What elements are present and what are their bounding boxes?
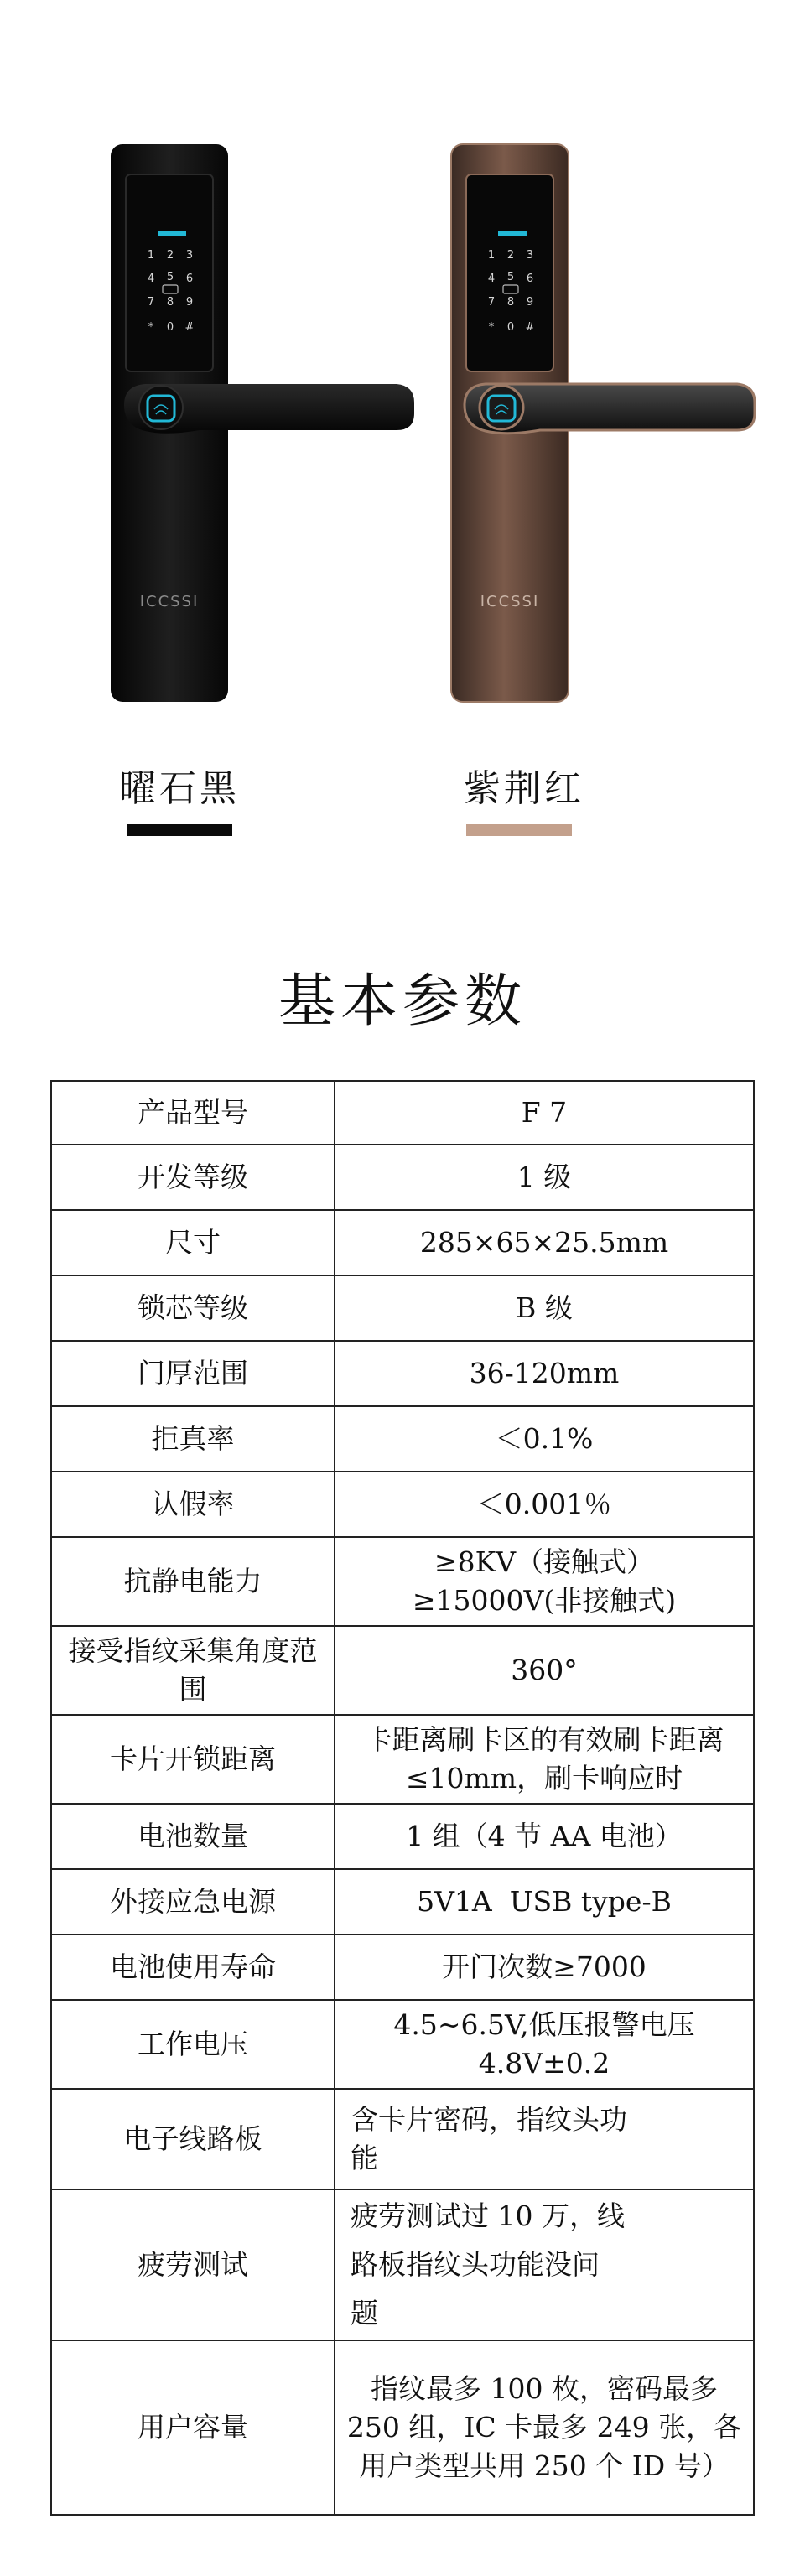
spec-label: 外接应急电源 (51, 1869, 335, 1935)
brand-logo: ICCSSI (480, 593, 540, 610)
table-row (51, 1210, 754, 1275)
keypad-accent-bar (498, 231, 527, 236)
spec-value: B 级 (335, 1275, 754, 1341)
table-row (51, 1715, 754, 1804)
key-8[interactable]: 8 (506, 296, 515, 309)
variant-name-red: 紫荆红 (464, 767, 584, 810)
spec-label: 疲劳测试 (51, 2189, 335, 2340)
lock-bronze-illustration (448, 141, 758, 711)
table-row (51, 1406, 754, 1472)
table-row (51, 1935, 754, 2000)
spec-label: 抗静电能力 (51, 1537, 335, 1626)
key-hash[interactable]: # (184, 321, 195, 334)
table-row (51, 1341, 754, 1406)
spec-value: 285×65×25.5mm (335, 1210, 754, 1275)
key-star[interactable]: * (488, 321, 495, 334)
spec-label: 认假率 (51, 1472, 335, 1537)
spec-value: 含卡片密码，指纹头功 能 (335, 2089, 754, 2189)
spec-label: 电池使用寿命 (51, 1935, 335, 2000)
spec-value: 1 级 (335, 1145, 754, 1210)
spec-label: 电子线路板 (51, 2089, 335, 2189)
key-7[interactable]: 7 (487, 296, 496, 309)
key-hash[interactable]: # (525, 321, 535, 334)
key-3[interactable]: 3 (185, 249, 194, 262)
key-7[interactable]: 7 (147, 296, 155, 309)
spec-value: 1 组（4 节 AA 电池） (335, 1804, 754, 1869)
key-0[interactable]: 0 (506, 321, 515, 334)
spec-label: 开发等级 (51, 1145, 335, 1210)
spec-value: ＜0.001％ (335, 1472, 754, 1537)
key-2[interactable]: 2 (166, 249, 174, 262)
spec-value: 36-120mm (335, 1341, 754, 1406)
spec-label: 接受指纹采集角度范围 (51, 1626, 335, 1715)
spec-label: 门厚范围 (51, 1341, 335, 1406)
table-row (51, 1081, 754, 1145)
spec-value: 4.5~6.5V,低压报警电压 4.8V±0.2 (335, 2000, 754, 2089)
spec-value: ＜0.1% (335, 1406, 754, 1472)
key-6[interactable]: 6 (526, 273, 534, 285)
key-star[interactable]: * (148, 321, 154, 334)
variant-name-black: 曜石黑 (119, 767, 240, 810)
table-row (51, 2000, 754, 2089)
key-5[interactable]: 5 (506, 271, 515, 283)
variant-swatch-black (127, 824, 232, 836)
key-5[interactable]: 5 (166, 271, 174, 283)
spec-label: 锁芯等级 (51, 1275, 335, 1341)
table-row (51, 2089, 754, 2189)
page-title: 基本参数 (278, 969, 527, 1035)
key-6[interactable]: 6 (185, 273, 194, 285)
spec-label: 电池数量 (51, 1804, 335, 1869)
spec-label: 卡片开锁距离 (51, 1715, 335, 1804)
key-1[interactable]: 1 (487, 249, 496, 262)
spec-label: 用户容量 (51, 2340, 335, 2515)
brand-logo: ICCSSI (139, 593, 200, 610)
spec-label: 产品型号 (51, 1081, 335, 1145)
table-row (51, 2189, 754, 2340)
table-row (51, 1537, 754, 1626)
spec-value: 360° (335, 1626, 754, 1715)
spec-value: 指纹最多 100 枚，密码最多 250 组，IC 卡最多 249 张，各用户类型共用 250 个 ID 号） (335, 2340, 754, 2515)
table-row (51, 1804, 754, 1869)
key-8[interactable]: 8 (166, 296, 174, 309)
lock-black-illustration (107, 141, 418, 711)
spec-value: 5V1A USB type-B (335, 1869, 754, 1935)
key-4[interactable]: 4 (147, 273, 155, 285)
lock-product-black (107, 141, 418, 711)
variant-swatch-red (466, 824, 572, 836)
table-row (51, 1869, 754, 1935)
table-row (51, 2340, 754, 2515)
table-row (51, 1472, 754, 1537)
keypad-accent-bar (158, 231, 186, 236)
key-4[interactable]: 4 (487, 273, 496, 285)
table-row (51, 1145, 754, 1210)
spec-label: 工作电压 (51, 2000, 335, 2089)
spec-value: ≥8KV（接触式） ≥15000V(非接触式) (335, 1537, 754, 1626)
spec-label: 拒真率 (51, 1406, 335, 1472)
key-0[interactable]: 0 (166, 321, 174, 334)
key-9[interactable]: 9 (185, 296, 194, 309)
spec-value: 疲劳测试过 10 万，线 路板指纹头功能没问 题 (335, 2189, 754, 2340)
lock-product-bronze (448, 141, 758, 711)
key-3[interactable]: 3 (526, 249, 534, 262)
spec-table (50, 1080, 755, 2516)
key-1[interactable]: 1 (147, 249, 155, 262)
spec-value: 卡距离刷卡区的有效刷卡距离≤10mm，刷卡响应时 (335, 1715, 754, 1804)
spec-value: F 7 (335, 1081, 754, 1145)
spec-value: 开门次数≥7000 (335, 1935, 754, 2000)
spec-label: 尺寸 (51, 1210, 335, 1275)
key-9[interactable]: 9 (526, 296, 534, 309)
table-row (51, 1275, 754, 1341)
table-row (51, 1626, 754, 1715)
key-2[interactable]: 2 (506, 249, 515, 262)
